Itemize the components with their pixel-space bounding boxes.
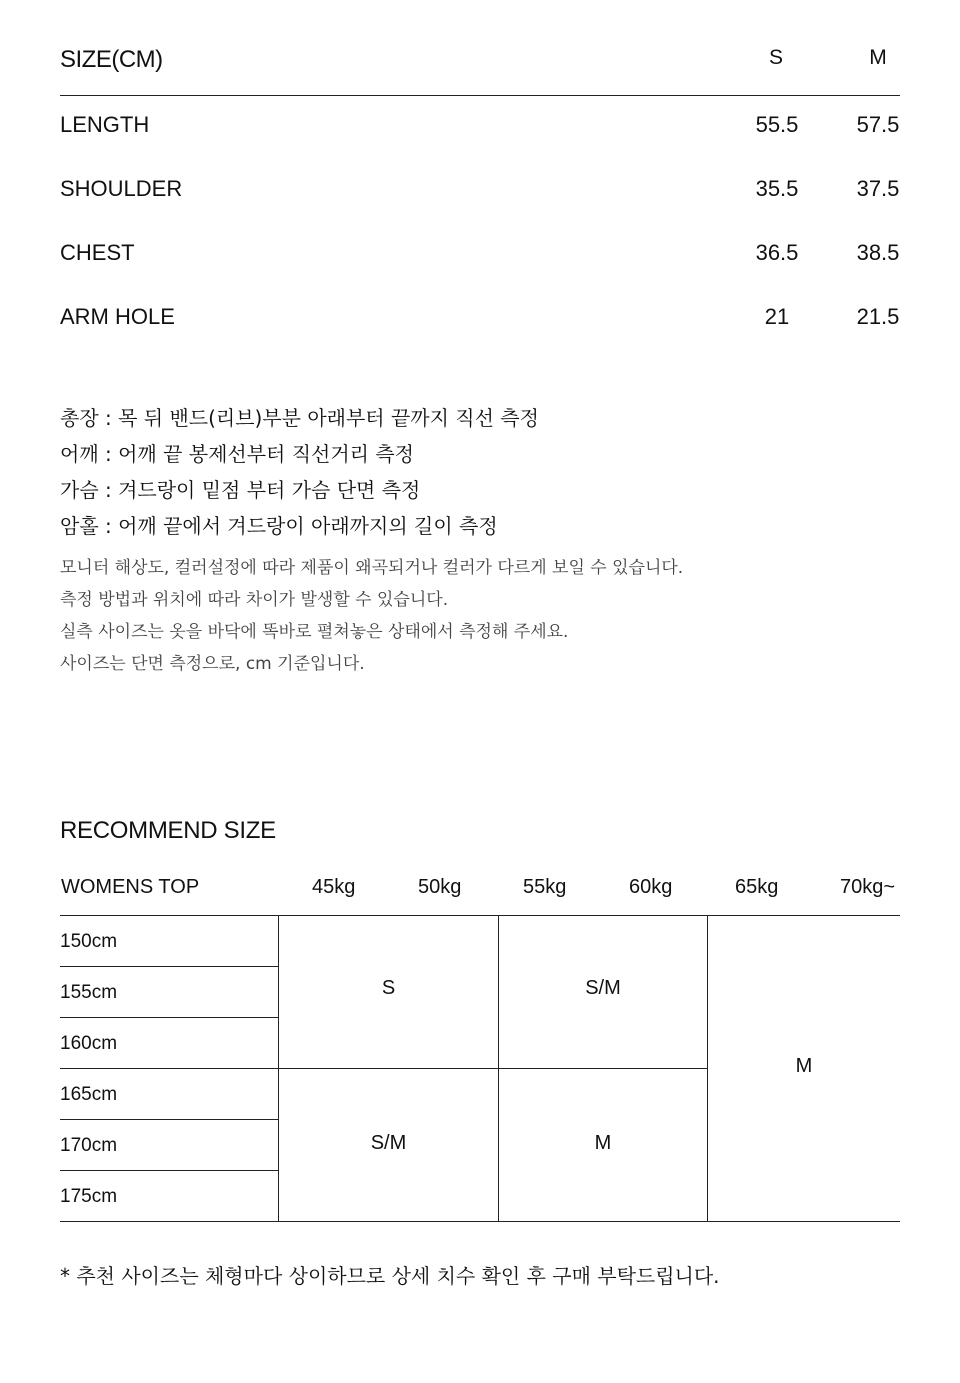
arm-hole-m-value: 21.5 bbox=[856, 304, 900, 329]
weight-60: 60kg bbox=[629, 876, 673, 898]
row-divider bbox=[60, 1068, 708, 1069]
shoulder-s-value: 35.5 bbox=[755, 176, 799, 201]
recommend-footnote: * 추천 사이즈는 체형마다 상이하므로 상세 치수 확인 후 구매 부탁드립니다. bbox=[60, 1264, 720, 1288]
weight-70-plus: 70kg~ bbox=[840, 876, 896, 898]
note-shoulder: 어깨 : 어깨 끝 봉제선부터 직선거리 측정 bbox=[60, 442, 415, 466]
row-label-length: LENGTH bbox=[60, 112, 150, 137]
row-divider bbox=[60, 1017, 278, 1018]
recommend-table-top-border bbox=[60, 915, 900, 916]
disclaimer-line-4: 사이즈는 단면 측정으로, cm 기준입니다. bbox=[60, 654, 365, 674]
disclaimer-line-3: 실측 사이즈는 옷을 바닥에 똑바로 펼쳐놓은 상태에서 측정해 주세요. bbox=[60, 622, 569, 642]
length-m-value: 57.5 bbox=[856, 112, 900, 137]
height-155: 155cm bbox=[60, 982, 118, 1003]
note-arm-hole: 암홀 : 어깨 끝에서 겨드랑이 아래까지의 길이 측정 bbox=[60, 514, 498, 538]
size-table-title: SIZE(CM) bbox=[60, 46, 163, 73]
row-divider bbox=[60, 966, 278, 967]
height-175: 175cm bbox=[60, 1186, 118, 1207]
note-chest: 가슴 : 겨드랑이 밑점 부터 가슴 단면 측정 bbox=[60, 478, 421, 502]
recommend-cell-right: M bbox=[795, 1055, 813, 1077]
row-label-chest: CHEST bbox=[60, 240, 135, 265]
shoulder-m-value: 37.5 bbox=[856, 176, 900, 201]
arm-hole-s-value: 21 bbox=[764, 304, 790, 329]
womens-top-header: WOMENS TOP bbox=[61, 876, 200, 898]
weight-50: 50kg bbox=[418, 876, 462, 898]
size-column-s: S bbox=[768, 46, 783, 69]
chest-m-value: 38.5 bbox=[856, 240, 900, 265]
size-table-divider bbox=[60, 95, 900, 96]
weight-55: 55kg bbox=[523, 876, 567, 898]
height-170: 170cm bbox=[60, 1135, 118, 1156]
recommend-size-title: RECOMMEND SIZE bbox=[60, 817, 276, 844]
chest-s-value: 36.5 bbox=[755, 240, 799, 265]
row-label-shoulder: SHOULDER bbox=[60, 176, 183, 201]
weight-65: 65kg bbox=[735, 876, 779, 898]
row-divider bbox=[60, 1170, 278, 1171]
row-label-arm-hole: ARM HOLE bbox=[60, 304, 175, 329]
recommend-cell-bottom-mid: M bbox=[594, 1132, 612, 1154]
height-150: 150cm bbox=[60, 931, 118, 952]
height-165: 165cm bbox=[60, 1084, 118, 1105]
size-column-m: M bbox=[869, 46, 887, 69]
weight-45: 45kg bbox=[312, 876, 356, 898]
recommend-cell-bottom-left: S/M bbox=[370, 1132, 407, 1154]
length-s-value: 55.5 bbox=[755, 112, 799, 137]
note-length: 총장 : 목 뒤 밴드(리브)부분 아래부터 끝까지 직선 측정 bbox=[60, 406, 539, 430]
disclaimer-line-1: 모니터 해상도, 컬러설정에 따라 제품이 왜곡되거나 컬러가 다르게 보일 수 있습니다. bbox=[60, 558, 684, 578]
disclaimer-line-2: 측정 방법과 위치에 따라 차이가 발생할 수 있습니다. bbox=[60, 590, 449, 610]
column-divider bbox=[498, 915, 499, 1222]
recommend-table-bottom-border bbox=[60, 1221, 900, 1222]
row-divider bbox=[60, 1119, 278, 1120]
recommend-cell-top-left: S bbox=[381, 977, 396, 999]
column-divider bbox=[278, 915, 279, 1222]
height-160: 160cm bbox=[60, 1033, 118, 1054]
recommend-cell-top-mid: S/M bbox=[585, 977, 621, 999]
